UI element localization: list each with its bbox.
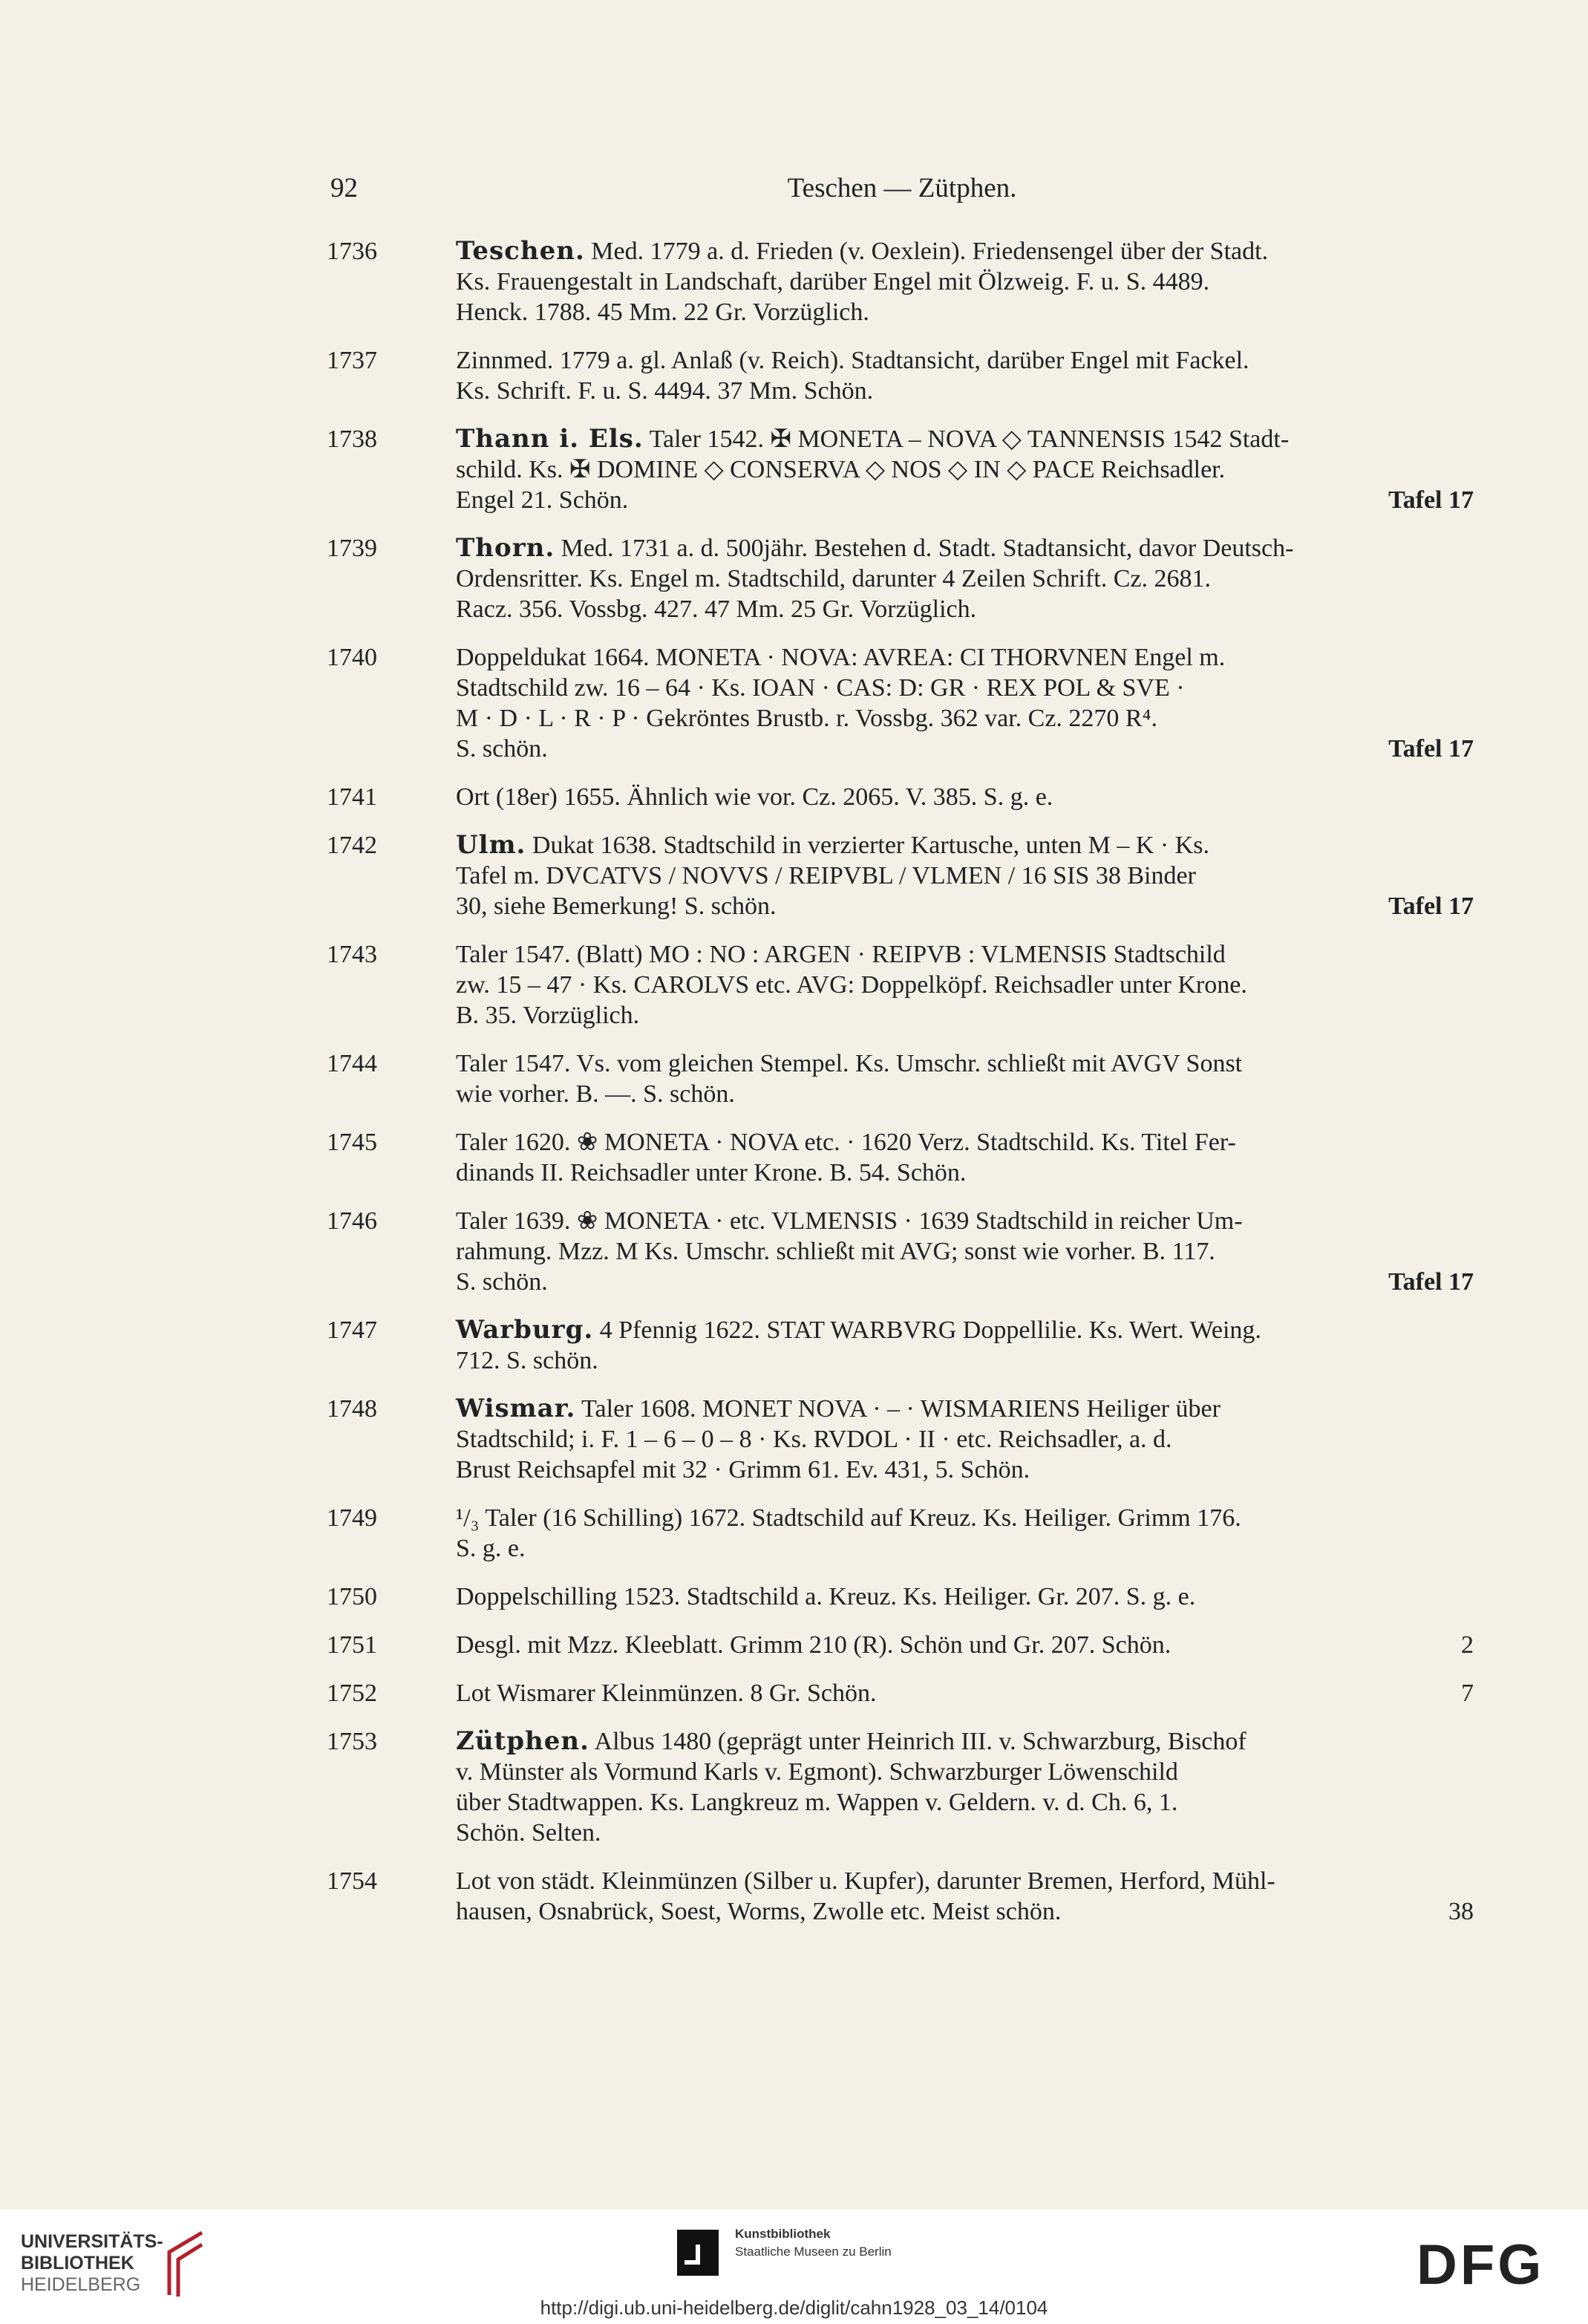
ub-logo-line3: HEIDELBERG: [21, 2274, 141, 2295]
entry-line: [456, 970, 1474, 1000]
entry-line: [456, 376, 1474, 406]
entry-line-body: [456, 1207, 1243, 1235]
entry-line-body: [456, 862, 1196, 890]
entry-text: Stadtschild zw. 16 – 64 · Ks. IOAN · CAS: D: GR · REX POL & SVE ·: [456, 674, 1185, 702]
entry-line-body: [456, 644, 1225, 671]
entry-line: [456, 1757, 1474, 1787]
kb-line2: Staatliche Museen zu Berlin: [735, 2245, 892, 2259]
entry-text: Taler 1639. ❀ MONETA · etc. VLMENSIS · 1639 Stadtschild in reicher Um-: [456, 1207, 1243, 1235]
entry-text: Stadtschild; i. F. 1 – 6 – 0 – 8 · Ks. RVDOL · II · etc. Reichsadler, a. d.: [456, 1426, 1172, 1453]
entry-line: [456, 1206, 1474, 1236]
entry-line: [456, 1424, 1474, 1455]
entry-line: [456, 1787, 1474, 1818]
entry-line: [456, 891, 1474, 921]
entry-text: Engel 21. Schön.: [456, 486, 629, 514]
entry-line: [456, 1726, 1474, 1757]
place-name: Warburg.: [456, 1315, 594, 1345]
entry-line-body: [456, 1896, 1061, 1927]
entry-text: Taler 1608. MONET NOVA · – · WISMARIENS Heiliger über: [575, 1395, 1221, 1423]
entry-line: [456, 782, 1474, 812]
entry-line: [456, 1000, 1474, 1031]
entry-number: 1745: [327, 1129, 377, 1156]
entry-number: 1743: [327, 941, 377, 968]
entry-line-body: [456, 1238, 1215, 1265]
entry-line-body: [456, 734, 548, 764]
entry-line-body: [456, 535, 1293, 562]
entry-text: rahmung. Mzz. M Ks. Umschr. schließt mit AVG; sonst wie vorher. B. 117.: [456, 1238, 1215, 1265]
entry-line-body: [456, 832, 1209, 859]
kunstbibliothek-emblem-icon: [677, 2230, 719, 2276]
lot-count: 38: [1448, 1898, 1474, 1925]
entry-line-body: [456, 1002, 639, 1029]
catalog-entry: [327, 1503, 1474, 1564]
entry-text: Doppelschilling 1523. Stadtschild a. Kreuz. Ks. Heiliger. Gr. 207. S. g. e.: [456, 1583, 1196, 1610]
entry-text: Ks. Frauengestalt in Landschaft, darüber Engel mit Ölzweig. F. u. S. 4489.: [456, 268, 1210, 296]
catalog-entry: [327, 1726, 1474, 1848]
entry-line: [456, 345, 1474, 376]
entry-text: über Stadtwappen. Ks. Langkreuz m. Wappen v. Geldern. v. d. Ch. 6, 1.: [456, 1789, 1178, 1816]
entry-text: S. schön.: [456, 1268, 548, 1296]
catalog-entry: [327, 236, 1474, 327]
lot-count: 2: [1461, 1631, 1474, 1659]
entry-text: Brust Reichsapfel mit 32 · Grimm 61. Ev. 431, 5. Schön.: [456, 1456, 1030, 1483]
entry-line-body: [456, 1758, 1178, 1786]
lot-count: 7: [1461, 1680, 1474, 1707]
entry-number: 1736: [327, 238, 377, 265]
entry-number: 1742: [327, 832, 377, 859]
plate-reference: Tafel 17: [1388, 735, 1474, 763]
entry-text: Henck. 1788. 45 Mm. 22 Gr. Vorzüglich.: [456, 298, 869, 326]
entry-line: [456, 424, 1474, 454]
entry-line-body: [456, 347, 1249, 374]
entry-line-body: [456, 1267, 548, 1297]
entry-text: Zinnmed. 1779 a. gl. Anlaß (v. Reich). Stadtansicht, darüber Engel mit Fackel.: [456, 347, 1249, 374]
entry-text: 30, siehe Bemerkung! S. schön.: [456, 892, 777, 920]
dfg-logo[interactable]: DFG: [1417, 2233, 1545, 2297]
catalog-entry: [327, 1582, 1474, 1612]
plate-reference: Tafel 17: [1388, 892, 1474, 920]
catalog-entry: [327, 1206, 1474, 1297]
entry-line-body: [456, 1678, 876, 1708]
entry-text: zw. 15 – 47 · Ks. CAROLVS etc. AVG: Doppelköpf. Reichsadler unter Krone.: [456, 971, 1247, 999]
footer-bar: [0, 2209, 1588, 2324]
page-number: 92: [330, 173, 358, 203]
entry-line-body: [456, 1316, 1261, 1344]
entry-line: [456, 454, 1474, 485]
entry-line: [456, 236, 1474, 267]
ub-heidelberg-logo[interactable]: [21, 2231, 163, 2296]
entry-line: [456, 861, 1474, 891]
entry-text: Racz. 356. Vossbg. 427. 47 Mm. 25 Gr. Vorzüglich.: [456, 595, 977, 623]
entry-line: [456, 594, 1474, 624]
entry-text: Taler 1620. ❀ MONETA · NOVA etc. · 1620 Verz. Stadtschild. Ks. Titel Fer-: [456, 1129, 1236, 1156]
entry-line: [456, 703, 1474, 734]
entry-line: [456, 1455, 1474, 1485]
entry-line-body: [456, 1159, 966, 1187]
entry-text: wie vorher. B. —. S. schön.: [456, 1080, 735, 1108]
entry-line: [456, 1896, 1474, 1927]
entry-number: 1747: [327, 1316, 377, 1344]
entry-text: Schön. Selten.: [456, 1819, 601, 1847]
entry-text: hausen, Osnabrück, Soest, Worms, Zwolle etc. Meist schön.: [456, 1898, 1062, 1925]
catalog-entry: [327, 1866, 1474, 1927]
entry-line-body: [456, 1630, 1171, 1660]
entry-line-body: [456, 1456, 1030, 1483]
entry-text: Doppeldukat 1664. MONETA · NOVA: AVREA: CI THORVNEN Engel m.: [456, 644, 1226, 671]
catalog-entry: [327, 1394, 1474, 1485]
kb-line1: Kunstbibliothek: [735, 2227, 831, 2241]
catalog-entry: [327, 1127, 1474, 1188]
entry-number: 1754: [327, 1867, 377, 1895]
entry-line-body: [456, 425, 1289, 453]
entry-text: schild. Ks. ✠ DOMINE ◇ CONSERVA ◇ NOS ◇ IN ◇ PACE Reichsadler.: [456, 456, 1226, 483]
ub-logo-line1: UNIVERSITÄTS-: [21, 2231, 163, 2252]
entry-line-body: [456, 1347, 598, 1374]
entry-text: Lot von städt. Kleinmünzen (Silber u. Kupfer), darunter Bremen, Herford, Mühl-: [456, 1867, 1275, 1895]
kunstbibliothek-logo[interactable]: [735, 2225, 892, 2261]
entry-line: [456, 830, 1474, 861]
entry-text: dinands II. Reichsadler unter Krone. B. 54. Schön.: [456, 1159, 967, 1187]
plate-reference: Tafel 17: [1388, 486, 1474, 514]
catalog-entry: [327, 1315, 1474, 1376]
entry-line: [456, 1267, 1474, 1297]
entry-line-body: [456, 1867, 1275, 1895]
plate-reference: Tafel 17: [1388, 1268, 1474, 1296]
entry-number: 1753: [327, 1728, 377, 1755]
place-name: Thann i. Els.: [456, 424, 644, 454]
entry-line-body: [456, 1504, 1241, 1532]
entry-line: [456, 1582, 1474, 1612]
entry-text: v. Münster als Vormund Karls v. Egmont). Schwarzburger Löwenschild: [456, 1758, 1178, 1786]
entry-line-body: [456, 1395, 1221, 1423]
entry-line: [456, 267, 1474, 297]
catalog-entry: [327, 642, 1474, 764]
catalog-entry: [327, 1678, 1474, 1708]
permalink-url[interactable]: http://digi.ub.uni-heidelberg.de/diglit/cahn1928_03_14/0104: [540, 2297, 1048, 2319]
entry-number: 1740: [327, 644, 377, 671]
entry-line: [456, 673, 1474, 703]
catalog-entries: [327, 236, 1474, 1945]
entry-line: [456, 939, 1474, 970]
catalog-entry: [327, 830, 1474, 921]
entry-line: [456, 1630, 1474, 1660]
entry-line: [456, 1158, 1474, 1188]
place-name: Wismar.: [456, 1394, 576, 1423]
entry-number: 1741: [327, 783, 377, 811]
entry-line-body: [456, 1129, 1236, 1156]
entry-line: [456, 1236, 1474, 1267]
entry-line: [456, 1678, 1474, 1708]
entry-line-body: [456, 377, 873, 405]
entry-number: 1748: [327, 1395, 377, 1423]
entry-line-body: [456, 1728, 1246, 1755]
entry-line-body: [456, 1819, 601, 1847]
entry-text: M · D · L · R · P · Gekröntes Brustb. r. Vossbg. 362 var. Cz. 2270 R⁴.: [456, 705, 1157, 732]
catalog-entry: [327, 424, 1474, 515]
entry-text: Lot Wismarer Kleinmünzen. 8 Gr. Schön.: [456, 1680, 877, 1707]
entry-line-body: [456, 674, 1185, 702]
entry-text: Ks. Schrift. F. u. S. 4494. 37 Mm. Schön.: [456, 377, 874, 405]
entry-line-body: [456, 456, 1225, 483]
entry-number: 1750: [327, 1583, 377, 1610]
place-name: Thorn.: [456, 533, 555, 563]
entry-line-body: [456, 1426, 1172, 1453]
entry-text: Med. 1731 a. d. 500jähr. Bestehen d. Stadt. Stadtansicht, davor Deutsch-: [555, 535, 1294, 562]
page-title: Teschen — Zütphen.: [787, 173, 1017, 203]
entry-line-body: [456, 485, 628, 515]
entry-text: Desgl. mit Mzz. Kleeblatt. Grimm 210 (R). Schön und Gr. 207. Schön.: [456, 1631, 1172, 1659]
catalog-entry: [327, 533, 1474, 624]
catalog-entry: [327, 939, 1474, 1031]
entry-line: [456, 297, 1474, 327]
entry-number: 1739: [327, 535, 377, 562]
catalog-entry: [327, 1048, 1474, 1109]
entry-text: S. schön.: [456, 735, 548, 763]
catalog-entry: [327, 345, 1474, 406]
entry-line-body: [456, 1050, 1242, 1077]
entry-line-body: [456, 595, 976, 623]
entry-line: [456, 1315, 1474, 1345]
entry-number: 1738: [327, 425, 377, 453]
entry-text: Med. 1779 a. d. Frieden (v. Oexlein). Friedensengel über der Stadt.: [584, 238, 1269, 265]
entry-line: [456, 642, 1474, 673]
entry-number: 1737: [327, 347, 377, 374]
catalog-entry: [327, 1630, 1474, 1660]
entry-text: Taler 1542. ✠ MONETA – NOVA ◇ TANNENSIS 1542 Stadt-: [643, 425, 1290, 453]
entry-text: Tafel m. DVCATVS / NOVVS / REIPVBL / VLMEN / 16 SIS 38 Binder: [456, 862, 1196, 890]
entry-line-body: [456, 891, 777, 921]
place-name: Teschen.: [456, 236, 585, 266]
entry-text: ¹/₃ Taler (16 Schilling) 1672. Stadtschild auf Kreuz. Ks. Heiliger. Grimm 176.: [456, 1504, 1241, 1532]
ub-emblem-icon: [163, 2230, 208, 2300]
entry-line-body: [456, 268, 1209, 296]
entry-line-body: [456, 298, 869, 326]
entry-line: [456, 1127, 1474, 1158]
entry-line: [456, 734, 1474, 764]
entry-line-body: [456, 705, 1157, 732]
entry-line-body: [456, 971, 1247, 999]
entry-line-body: [456, 1535, 526, 1562]
entry-line: [456, 1533, 1474, 1564]
entry-number: 1751: [327, 1631, 377, 1659]
entry-line: [456, 1048, 1474, 1079]
entry-number: 1746: [327, 1207, 377, 1235]
entry-text: Albus 1480 (geprägt unter Heinrich III. v. Schwarzburg, Bischof: [589, 1728, 1246, 1755]
running-head: [330, 172, 1474, 209]
entry-line: [456, 1866, 1474, 1896]
entry-line-body: [456, 1080, 735, 1108]
entry-text: 4 Pfennig 1622. STAT WARBVRG Doppellilie. Ks. Wert. Weing.: [593, 1316, 1261, 1344]
entry-text: Ordensritter. Ks. Engel m. Stadtschild, darunter 4 Zeilen Schrift. Cz. 2681.: [456, 565, 1211, 593]
entry-number: 1752: [327, 1680, 377, 1707]
entry-line-body: [456, 783, 1053, 811]
entry-line: [456, 1503, 1474, 1533]
entry-text: Dukat 1638. Stadtschild in verzierter Kartusche, unten M – K · Ks.: [526, 832, 1210, 859]
entry-line: [456, 485, 1474, 515]
entry-text: 712. S. schön.: [456, 1347, 598, 1374]
entry-line: [456, 1079, 1474, 1109]
entry-number: 1749: [327, 1504, 377, 1532]
entry-text: Ort (18er) 1655. Ähnlich wie vor. Cz. 2065. V. 385. S. g. e.: [456, 783, 1053, 811]
entry-number: 1744: [327, 1050, 377, 1077]
entry-line: [456, 1818, 1474, 1848]
entry-text: B. 35. Vorzüglich.: [456, 1002, 640, 1029]
entry-text: Taler 1547. Vs. vom gleichen Stempel. Ks. Umschr. schließt mit AVGV Sonst: [456, 1050, 1243, 1077]
entry-line: [456, 564, 1474, 594]
catalog-entry: [327, 782, 1474, 812]
place-name: Zütphen.: [456, 1726, 589, 1756]
entry-text: Taler 1547. (Blatt) MO : NO : ARGEN · REIPVB : VLMENSIS Stadtschild: [456, 941, 1226, 968]
entry-line: [456, 1394, 1474, 1424]
ub-logo-line2: BIBLIOTHEK: [21, 2253, 134, 2274]
entry-text: S. g. e.: [456, 1535, 526, 1562]
entry-line-body: [456, 1789, 1177, 1816]
entry-line: [456, 533, 1474, 564]
entry-line-body: [456, 1583, 1195, 1610]
entry-line-body: [456, 941, 1226, 968]
entry-line: [456, 1345, 1474, 1376]
entry-line-body: [456, 565, 1211, 593]
place-name: Ulm.: [456, 830, 526, 860]
entry-line-body: [456, 238, 1268, 265]
